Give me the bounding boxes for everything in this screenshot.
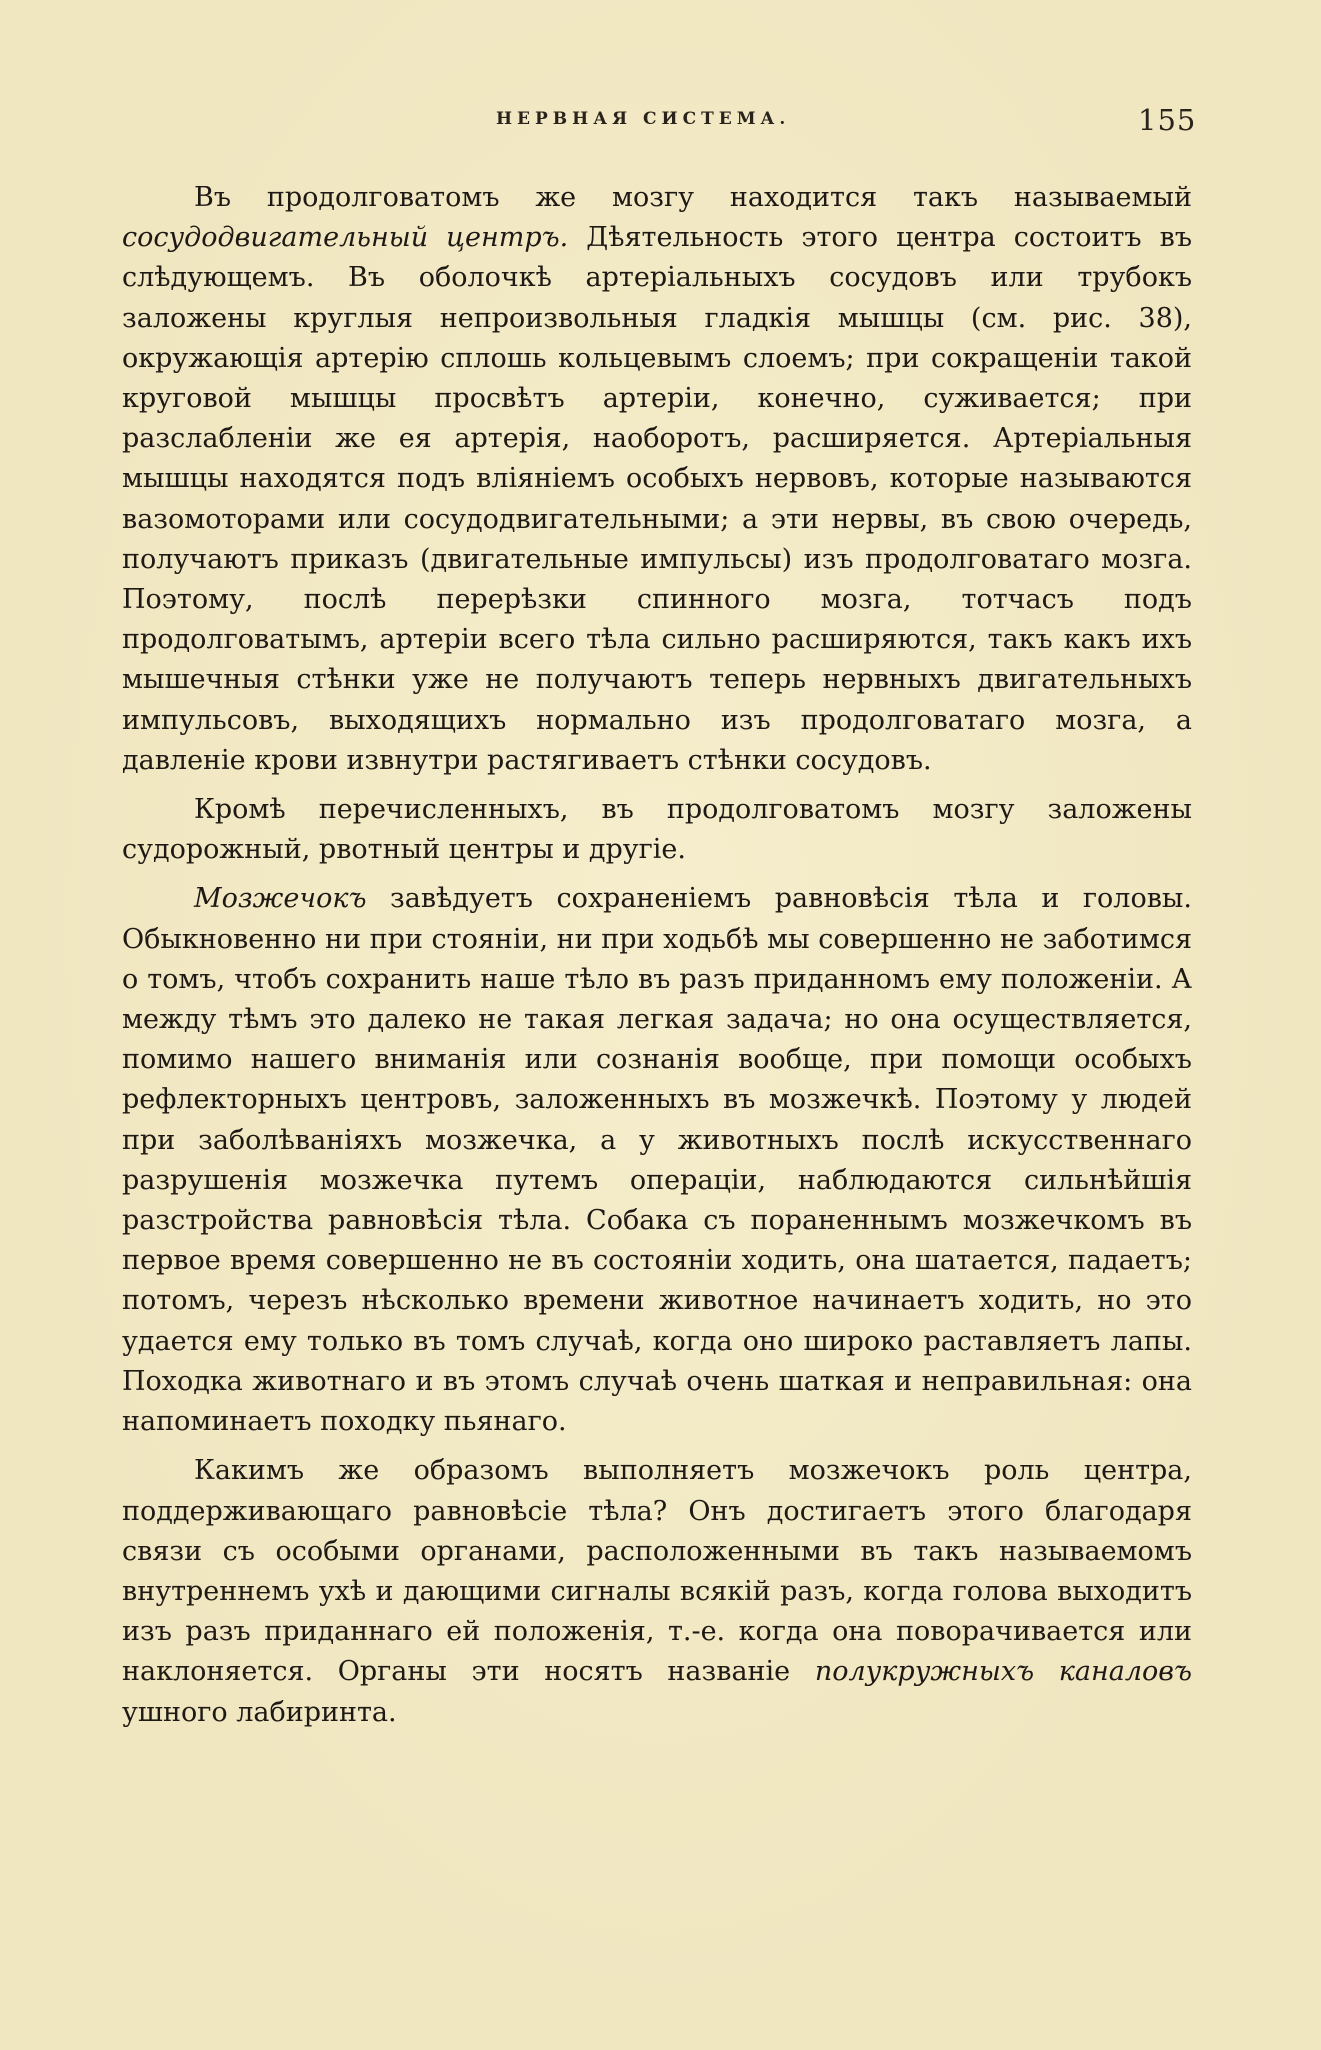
text-run: Какимъ же образомъ выполняетъ мозжечокъ роль центра, поддерживающаго равновѣсіе тѣла? Онъ достигаетъ этого благодаря связи съ особыми органами, расположенными въ такъ называемомъ внутреннемъ ухѣ и дающими сигналы всякій разъ, когда голова выходитъ изъ разъ приданнаго ей положенія, т.-е. когда она поворачивается или наклоняется. Органы эти носятъ названіе	[122, 1455, 1192, 1688]
running-head	[0, 103, 1321, 143]
italic-term: полукружныхъ каналовъ	[814, 1656, 1192, 1688]
paragraph	[122, 178, 1192, 781]
text-run: Дѣятельность этого центра состоитъ въ слѣдующемъ. Въ оболочкѣ артеріальныхъ сосудовъ или трубокъ заложены круглыя непроизвольныя гладкія мышцы (см. рис. 38), окружающія артерію сплошь кольцевымъ слоемъ; при сокращеніи такой круговой мышцы просвѣтъ артеріи, конечно, суживается; при разслабленіи же ея артерія, наоборотъ, расширяется. Артеріальныя мышцы находятся подъ вліяніемъ особыхъ нервовъ, которые называются вазомоторами или сосудодвигательными; а эти нервы, въ свою очередь, получаютъ приказъ (двигательные импульсы) изъ продолговатаго мозга. Поэтому, послѣ перерѣзки спинного мозга, тотчасъ подъ продолговатымъ, артеріи всего тѣла сильно расширяются, такъ какъ ихъ мышечныя стѣнки уже не получаютъ теперь нервныхъ двигательныхъ импульсовъ, выходящихъ нормально изъ продолговатаго мозга, а давленіе крови извнутри растягиваетъ стѣнки сосудовъ.	[122, 222, 1192, 776]
page-number: 155	[1138, 103, 1197, 137]
text-run: Кромѣ перечисленныхъ, въ продолговатомъ мозгу заложены судорожный, рвотный центры и другіе.	[122, 794, 1192, 866]
text-run: завѣдуетъ сохраненіемъ равновѣсія тѣла и головы. Обыкновенно ни при стояніи, ни при ходьбѣ мы совершенно не заботимся о томъ, чтобъ сохранить наше тѣло въ разъ приданномъ ему положеніи. А между тѣмъ это далеко не такая легкая задача; но она осуществляется, помимо нашего вниманія или сознанія вообще, при помощи особыхъ рефлекторныхъ центровъ, заложенныхъ въ мозжечкѣ. Поэтому у людей при заболѣваніяхъ мозжечка, а у животныхъ послѣ искусственнаго разрушенія мозжечка путемъ операціи, наблюдаются сильнѣйшія разстройства равновѣсія тѣла. Собака съ пораненнымъ мозжечкомъ въ первое время совершенно не въ состояніи ходить, она шатается, падаетъ; потомъ, черезъ нѣсколько времени животное начинаетъ ходить, но это удается ему только въ томъ случаѣ, когда оно широко раставляетъ лапы. Походка животнаго и въ этомъ случаѣ очень шаткая и неправильная: она напоминаетъ походку пьянаго.	[122, 883, 1192, 1438]
italic-term: Мозжечокъ	[194, 883, 367, 915]
text-run: Въ продолговатомъ же мозгу находится такъ называемый	[194, 182, 1192, 213]
paragraph	[122, 790, 1192, 870]
running-title: НЕРВНАЯ СИСТЕМА.	[496, 109, 791, 129]
paragraph	[122, 1451, 1192, 1732]
paragraph	[122, 879, 1192, 1442]
italic-term: сосудодвигательный центръ.	[122, 222, 569, 254]
body-text	[122, 178, 1192, 1733]
text-run: ушного лабиринта.	[122, 1696, 397, 1728]
